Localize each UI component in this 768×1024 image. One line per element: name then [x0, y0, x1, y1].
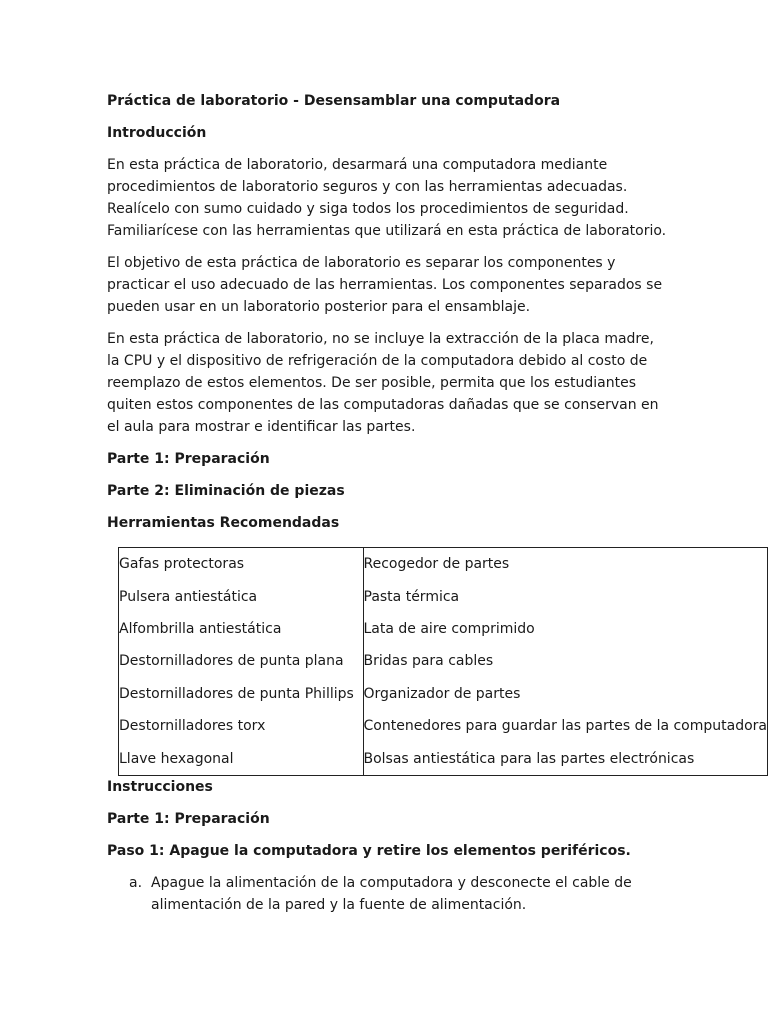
tools-table	[118, 547, 768, 776]
tool-cell: Llave hexagonal	[119, 742, 364, 775]
intro-paragraph-2: El objetivo de esta práctica de laboratorio es separar los componentes y practicar el uso adecuado de las herramientas. Los componentes separados se pueden usar en un laboratorio posterior para el ensamblaje.	[107, 255, 663, 315]
intro-heading: Introducción	[107, 125, 207, 141]
table-row	[119, 548, 768, 581]
intro-paragraph-1: En esta práctica de laboratorio, desarmará una computadora mediante procedimientos de laboratorio seguros y con las herramientas adecuadas. Realícelo con sumo cuidado y siga todos los procedimientos de seguridad. Familiarícese con las herramientas que utilizará en esta práctica de laboratorio.	[107, 157, 667, 239]
instructions-section	[107, 776, 667, 926]
table-row	[119, 678, 768, 710]
tool-cell: Pulsera antiestática	[119, 580, 364, 612]
tools-heading: Herramientas Recomendadas	[107, 515, 340, 531]
tool-cell: Lata de aire comprimido	[363, 613, 768, 645]
table-row	[119, 613, 768, 645]
step-1-heading: Paso 1: Apague la computadora y retire los elementos periféricos.	[107, 843, 631, 859]
list-item	[107, 872, 667, 916]
list-marker: a.	[129, 875, 143, 891]
tool-cell: Destornilladores torx	[119, 710, 364, 742]
tool-cell: Alfombrilla antiestática	[119, 613, 364, 645]
part-2-heading: Parte 2: Eliminación de piezas	[107, 483, 345, 499]
table-row	[119, 580, 768, 612]
intro-paragraph-3: En esta práctica de laboratorio, no se incluye la extracción de la placa madre, la CPU y el dispositivo de refrigeración de la computadora debido al costo de reemplazo de estos elementos. De ser posible, permita que los estudiantes quiten estos componentes de las computadoras dañadas que se conservan en el aula para mostrar e identificar las partes.	[107, 331, 659, 435]
tool-cell: Destornilladores de punta plana	[119, 645, 364, 677]
document-body	[107, 90, 667, 544]
tool-cell: Gafas protectoras	[119, 548, 364, 581]
table-row	[119, 645, 768, 677]
tool-cell: Organizador de partes	[363, 678, 768, 710]
instructions-heading: Instrucciones	[107, 779, 213, 795]
table-row	[119, 710, 768, 742]
tool-cell: Destornilladores de punta Phillips	[119, 678, 364, 710]
tool-cell: Pasta térmica	[363, 580, 768, 612]
part-1-heading-repeat: Parte 1: Preparación	[107, 811, 270, 827]
table-row	[119, 742, 768, 775]
tool-cell: Bolsas antiestática para las partes electrónicas	[363, 742, 768, 775]
part-1-heading: Parte 1: Preparación	[107, 451, 270, 467]
tool-cell: Recogedor de partes	[363, 548, 768, 581]
document-title: Práctica de laboratorio - Desensamblar una computadora	[107, 93, 561, 109]
tool-cell: Contenedores para guardar las partes de la computadora	[363, 710, 768, 742]
list-item-text: Apague la alimentación de la computadora y desconecte el cable de alimentación de la pared y la fuente de alimentación.	[151, 875, 632, 913]
tool-cell: Bridas para cables	[363, 645, 768, 677]
